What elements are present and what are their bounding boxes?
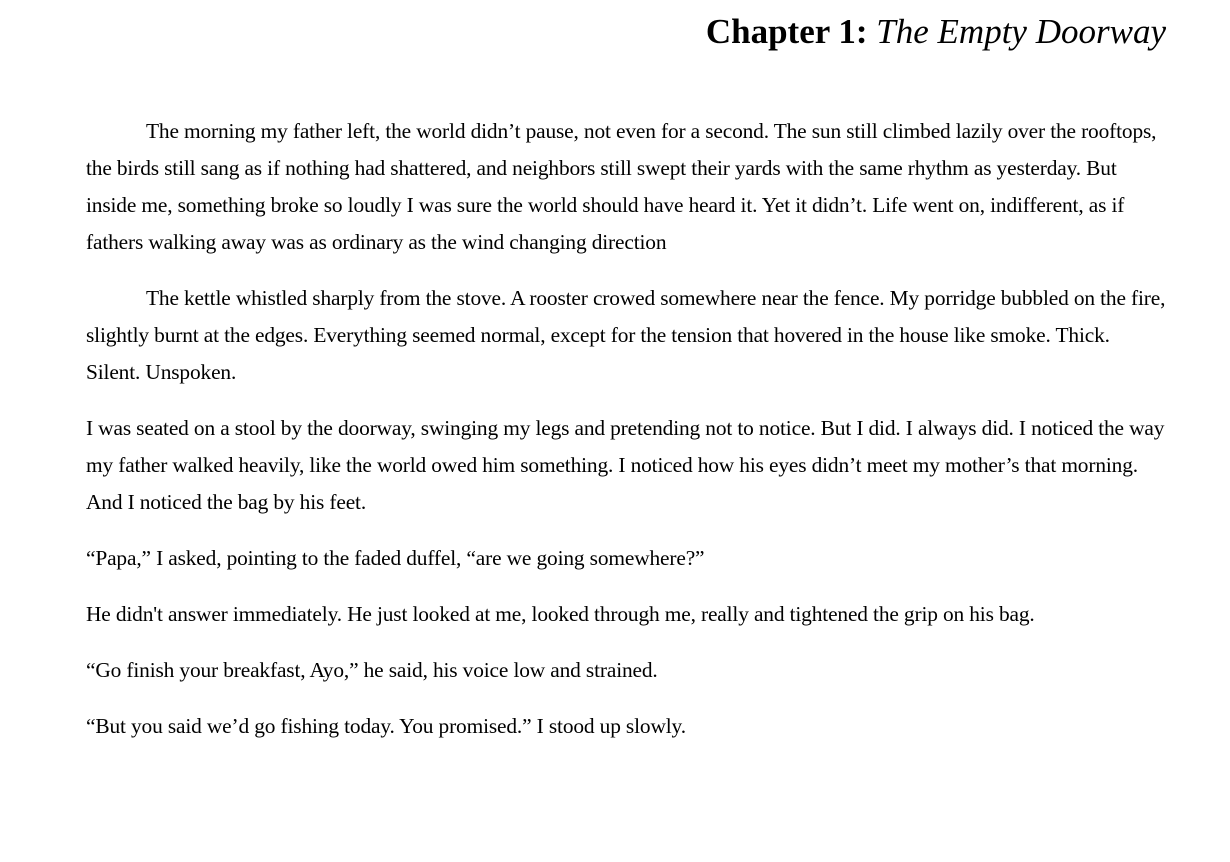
chapter-title: The Empty Doorway xyxy=(876,12,1166,51)
chapter-heading xyxy=(706,10,1166,54)
paragraph: The kettle whistled sharply from the stove. A rooster crowed somewhere near the fence. My porridge bubbled on the fire, slightly burnt at the edges. Everything seemed normal, except for the tension that hovered in the house like smoke. Thick. Silent. Unspoken. xyxy=(86,286,1166,384)
paragraph: “But you said we’d go fishing today. You promised.” I stood up slowly. xyxy=(86,714,686,738)
chapter-label: Chapter 1: xyxy=(705,12,868,51)
paragraph: The morning my father left, the world didn’t pause, not even for a second. The sun still climbed lazily over the rooftops, the birds still sang as if nothing had shattered, and neighbors still swept their yards with the same rhythm as yesterday. But inside me, something broke so loudly I was sure the world should have heard it. Yet it didn’t. Life went on, indifferent, as if fathers walking away was as ordinary as the wind changing direction xyxy=(86,119,1157,254)
chapter-body xyxy=(86,113,1166,764)
paragraph: I was seated on a stool by the doorway, swinging my legs and pretending not to notice. But I did. I always did. I noticed the way my father walked heavily, like the world owed him something. I noticed how his eyes didn’t meet my mother’s that morning. And I noticed the bag by his feet. xyxy=(86,416,1165,514)
paragraph: “Go finish your breakfast, Ayo,” he said, his voice low and strained. xyxy=(86,658,658,682)
paragraph: He didn't answer immediately. He just looked at me, looked through me, really and tightened the grip on his bag. xyxy=(86,602,1035,626)
paragraph: “Papa,” I asked, pointing to the faded duffel, “are we going somewhere?” xyxy=(86,546,705,570)
